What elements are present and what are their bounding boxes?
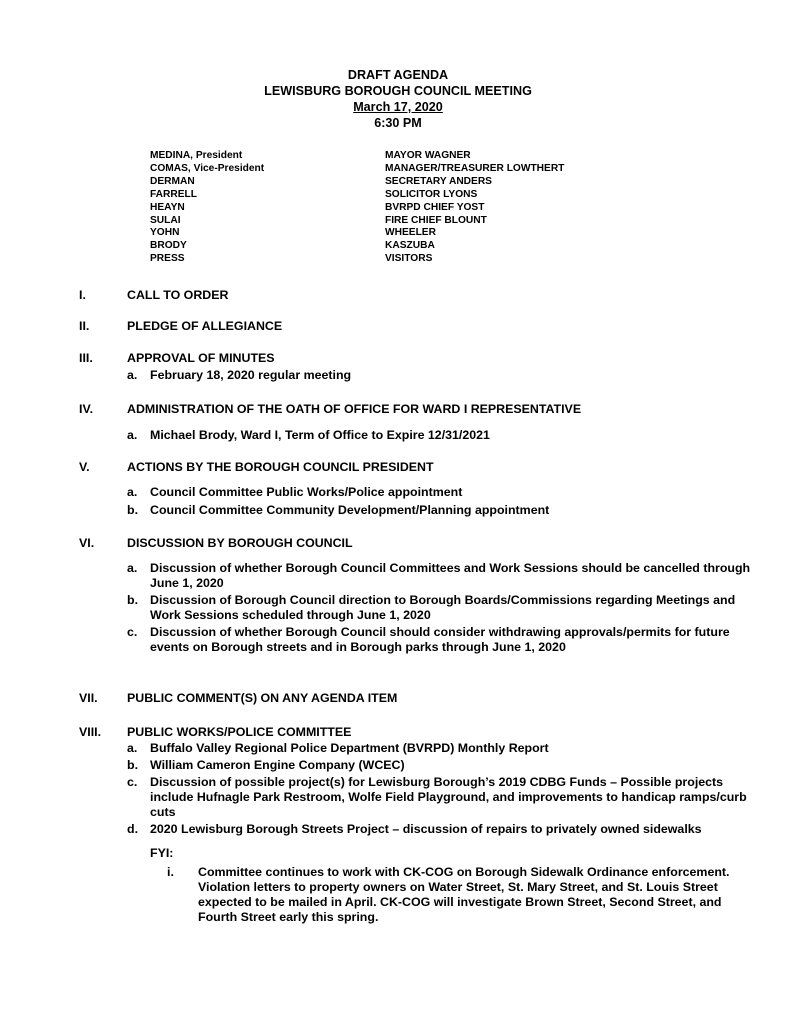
- attendee: COMAS, Vice-President: [150, 162, 265, 174]
- meeting-name: LEWISBURG BOROUGH COUNCIL MEETING: [264, 84, 532, 98]
- section-call-to-order: [0, 288, 796, 303]
- attendees-staff: [385, 150, 564, 266]
- section-public-comment: [0, 691, 796, 706]
- attendee: SECRETARY ANDERS: [385, 175, 492, 187]
- item-text: Discussion of whether Borough Council should consider withdrawing approvals/permits for future events on Borough streets and in Borough parks through June 1, 2020: [150, 625, 730, 654]
- item-letter: d.: [127, 822, 139, 836]
- agenda-item: [0, 822, 755, 837]
- attendee: PRESS: [150, 253, 185, 265]
- meeting-date: March 17, 2020: [353, 100, 443, 114]
- section-title: ACTIONS BY THE BOROUGH COUNCIL PRESIDENT: [127, 460, 434, 474]
- agenda-title: DRAFT AGENDA: [347, 68, 449, 82]
- attendee: WHEELER: [385, 227, 436, 239]
- section-number: I.: [79, 288, 86, 302]
- item-text: Council Committee Community Development/Planning appointment: [150, 503, 550, 517]
- item-text: Buffalo Valley Regional Police Department (BVRPD) Monthly Report: [150, 741, 549, 755]
- section-discussion: [0, 536, 796, 655]
- attendee: YOHN: [150, 227, 180, 239]
- item-text: Discussion of Borough Council direction to Borough Boards/Commissions regarding Meetings and Work Sessions scheduled through June 1, 2020: [150, 593, 736, 622]
- section-title: PUBLIC WORKS/POLICE COMMITTEE: [127, 725, 352, 739]
- item-text: 2020 Lewisburg Borough Streets Project – discussion of repairs to privately owned sidewalks: [150, 822, 702, 836]
- agenda-item: [0, 561, 755, 591]
- agenda-item: [0, 741, 755, 756]
- item-text: Discussion of whether Borough Council Committees and Work Sessions should be cancelled through June 1, 2020: [150, 561, 751, 590]
- section-number: V.: [79, 460, 90, 474]
- agenda-item: [0, 625, 755, 655]
- item-letter: a.: [127, 485, 138, 499]
- agenda-item: [0, 368, 755, 383]
- agenda-item: [0, 758, 755, 773]
- section-public-works: [0, 725, 796, 925]
- item-letter: c.: [127, 625, 138, 639]
- item-text: William Cameron Engine Company (WCEC): [150, 758, 405, 772]
- section-title: APPROVAL OF MINUTES: [127, 351, 275, 365]
- item-text: Michael Brody, Ward I, Term of Office to Expire 12/31/2021: [150, 428, 490, 442]
- agenda-item: [0, 428, 755, 443]
- attendee: BRODY: [150, 240, 187, 252]
- item-text: Discussion of possible project(s) for Lewisburg Borough’s 2019 CDBG Funds – Possible projects include Hufnagle Park Restroom, Wolfe Field Playground, and improvements to handicap ramps/curb cuts: [150, 775, 747, 819]
- item-letter: b.: [127, 758, 139, 772]
- attendee: KASZUBA: [385, 240, 435, 252]
- item-letter: a.: [127, 428, 138, 442]
- attendee: MANAGER/TREASURER LOWTHERT: [385, 162, 565, 174]
- section-title: PUBLIC COMMENT(S) ON ANY AGENDA ITEM: [127, 691, 398, 705]
- item-letter: a.: [127, 561, 138, 575]
- section-number: VIII.: [79, 725, 102, 739]
- section-title: CALL TO ORDER: [127, 288, 229, 302]
- attendee: MEDINA, President: [150, 150, 243, 161]
- agenda-item: [0, 503, 755, 518]
- attendee: DERMAN: [150, 175, 195, 187]
- attendee: FIRE CHIEF BLOUNT: [385, 214, 487, 226]
- item-letter: b.: [127, 593, 139, 607]
- section-minutes: [0, 351, 796, 383]
- item-letter: a.: [127, 368, 138, 382]
- attendee: HEAYN: [150, 201, 185, 213]
- agenda-header: [0, 67, 796, 131]
- meeting-time: 6:30 PM: [374, 116, 422, 130]
- item-text: February 18, 2020 regular meeting: [150, 368, 352, 382]
- attendee: FARRELL: [150, 188, 197, 200]
- item-letter: a.: [127, 741, 138, 755]
- section-number: III.: [79, 351, 93, 365]
- agenda-item: [0, 485, 755, 500]
- section-title: DISCUSSION BY BOROUGH COUNCIL: [127, 536, 353, 550]
- attendees-council: [150, 150, 264, 266]
- item-text: Council Committee Public Works/Police appointment: [150, 485, 463, 499]
- section-president-actions: [0, 460, 796, 518]
- attendee: BVRPD CHIEF YOST: [385, 201, 485, 213]
- fyi-item: [0, 865, 738, 925]
- item-letter: c.: [127, 775, 138, 789]
- agenda-item: [0, 593, 755, 623]
- section-pledge: [0, 319, 796, 334]
- section-number: VI.: [79, 536, 95, 550]
- section-number: IV.: [79, 402, 94, 416]
- attendee: SOLICITOR LYONS: [385, 188, 478, 200]
- fyi-label: FYI:: [150, 846, 174, 860]
- section-title: ADMINISTRATION OF THE OATH OF OFFICE FOR WARD I REPRESENTATIVE: [127, 402, 582, 416]
- fyi-item-text: Committee continues to work with CK-COG on Borough Sidewalk Ordinance enforcement. Violation letters to property owners on Water Street, St. Mary Street, and St. Louis Street expected to be mailed in April. CK-COG will investigate Brown Street, Second Street, and Fourth Street early this spring.: [198, 865, 730, 924]
- section-title: PLEDGE OF ALLEGIANCE: [127, 319, 283, 333]
- fyi-item-number: i.: [167, 865, 174, 879]
- attendee: MAYOR WAGNER: [385, 150, 471, 161]
- section-oath: [0, 402, 796, 443]
- section-number: VII.: [79, 691, 98, 705]
- agenda-item: [0, 775, 755, 820]
- attendee: VISITORS: [385, 253, 433, 265]
- section-number: II.: [79, 319, 90, 333]
- item-letter: b.: [127, 503, 139, 517]
- attendee: SULAI: [150, 214, 181, 226]
